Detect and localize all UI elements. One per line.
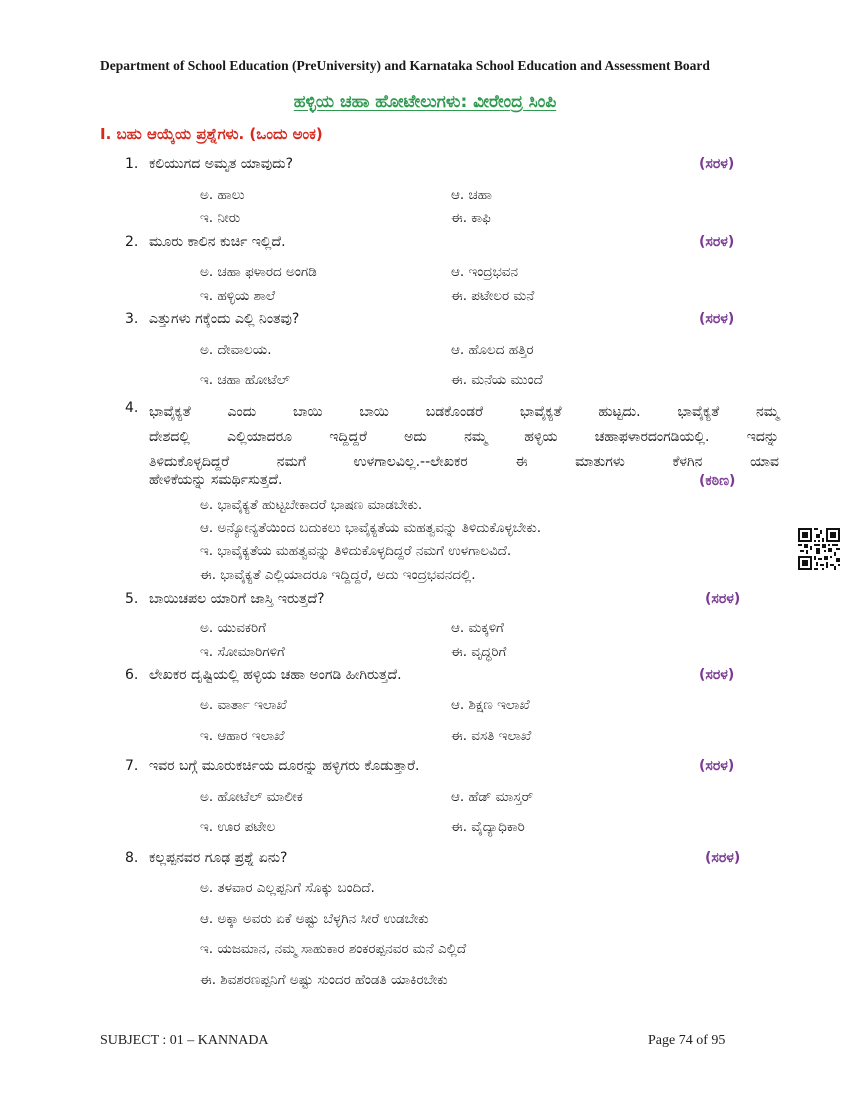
option-c: ಇ. ಚಹಾ ಹೋಟೆಲ್ <box>200 372 290 388</box>
difficulty-badge: (ಸರಳ) <box>705 591 741 607</box>
question-number: 8. <box>125 850 139 866</box>
option-c: ಇ. ಯಜಮಾನ, ನಮ್ಮ ಸಾಹುಕಾರ ಶಂಕರಪ್ಪನವರ ಮನೆ ಎಲ್ಲಿದೆ <box>200 941 467 957</box>
option-b: ಆ. ಅಕ್ಕಾ ಅವರು ಏಕೆ ಅಷ್ಟು ಬೆಳ್ಳಗಿನ ಸೀರೆ ಉಡಬೇಕು <box>200 911 429 927</box>
question-number: 2. <box>125 234 139 250</box>
option-b: ಆ. ಇಂದ್ರಭವನ <box>451 264 518 280</box>
option-b: ಆ. ಚಹಾ <box>451 187 492 203</box>
question-number: 7. <box>125 758 139 774</box>
question-number: 3. <box>125 311 139 327</box>
option-b: ಆ. ಶಿಕ್ಷಣ ಇಲಾಖೆ <box>451 697 530 713</box>
question-text: ಇವರ ಬಗ್ಗೆ ಮೂರುಕರ್ಚಿಯ ದೂರನ್ನು ಹಳ್ಳಿಗರು ಕೊಡುತ್ತಾರೆ. <box>149 758 420 774</box>
option-a: ಅ. ಯುವಕರಿಗೆ <box>200 620 266 636</box>
option-b: ಆ. ಅನ್ಯೋನ್ಯತೆಯಿಂದ ಬದುಕಲು ಭಾವೈಕ್ಯತೆಯ ಮಹತ್ವವನ್ನು ತಿಳಿದುಕೊಳ್ಳಬೇಕು. <box>200 520 542 536</box>
option-d: ಈ. ಮನೆಯ ಮುಂದೆ <box>451 372 543 388</box>
option-d: ಈ. ಪಟೇಲರ ಮನೆ <box>451 288 535 304</box>
option-b: ಆ. ಮಕ್ಕಳಿಗೆ <box>451 620 504 636</box>
option-d: ಈ. ವೃದ್ಧರಿಗೆ <box>451 644 507 660</box>
question-6 <box>125 667 402 683</box>
question-1 <box>125 156 293 172</box>
question-text: ಲೇಖಕರ ದೃಷ್ಟಿಯಲ್ಲಿ ಹಳ್ಳಿಯ ಚಹಾ ಅಂಗಡಿ ಹೀಗಿರುತ್ತದೆ. <box>149 667 402 683</box>
difficulty-badge: (ಸರಳ) <box>699 311 735 327</box>
option-a: ಅ. ತಳವಾರ ಎಲ್ಲಪ್ಪನಿಗೆ ಸೊಕ್ಕು ಬಂದಿದೆ. <box>200 880 375 896</box>
footer-subject: SUBJECT : 01 – KANNADA <box>100 1033 269 1048</box>
option-a: ಅ. ವಾರ್ತಾ ಇಲಾಖೆ <box>200 697 287 713</box>
option-c: ಇ. ಭಾವೈಕ್ಯತೆಯ ಮಹತ್ವವನ್ನು ತಿಳಿದುಕೊಳ್ಳದಿದ್ದರೆ ನಮಗೆ ಉಳಗಾಲವಿದೆ. <box>200 543 512 559</box>
qr-code-icon[interactable] <box>798 528 840 570</box>
question-number: 5. <box>125 591 139 607</box>
question-4-paragraph <box>149 400 779 475</box>
page-header: Department of School Education (PreUniversity) and Karnataka School Education and Assessment Board <box>100 58 710 73</box>
question-number: 6. <box>125 667 139 683</box>
difficulty-badge: (ಕಠಿಣ) <box>699 473 736 489</box>
option-a: ಅ. ಚಹಾ ಫಳಾರದ ಅಂಗಡಿ <box>200 264 317 280</box>
option-c: ಇ. ನೀರು <box>200 210 241 226</box>
question-number: 4. <box>125 400 139 416</box>
section-heading: I. ಬಹು ಆಯ್ಕೆಯ ಪ್ರಶ್ನೆಗಳು. (ಒಂದು ಅಂಕ) <box>100 125 323 143</box>
question-text-line: ತಿಳಿದುಕೊಳ್ಳದಿದ್ದರೆ ನಮಗೆ ಉಳಗಾಲವಿಲ್ಲ.--ಲೇಖಕರ ಈ ಮಾತುಗಳು ಕೆಳಗಿನ ಯಾವ <box>149 454 779 470</box>
question-5 <box>125 591 325 607</box>
option-d: ಈ. ಶಿವಶರಣಪ್ಪನಿಗೆ ಅಷ್ಟು ಸುಂದರ ಹೆಂಡತಿ ಯಾಕಿರಬೇಕು <box>200 972 448 988</box>
option-d: ಈ. ಭಾವೈಕ್ಯತೆ ಎಲ್ಲಿಯಾದರೂ ಇದ್ದಿದ್ದರೆ, ಅದು ಇಂದ್ರಭವನದಲ್ಲಿ. <box>200 567 476 583</box>
question-3 <box>125 311 299 327</box>
option-a: ಅ. ದೇವಾಲಯ. <box>200 342 272 358</box>
option-d: ಈ. ಕಾಫಿ <box>451 210 491 226</box>
option-d: ಈ. ವಸತಿ ಇಲಾಖೆ <box>451 728 532 744</box>
question-7 <box>125 758 420 774</box>
question-text-line: ದೇಶದಲ್ಲಿ ಎಲ್ಲಿಯಾದರೂ ಇದ್ದಿದ್ದರೆ ಅದು ನಮ್ಮ ಹಳ್ಳಿಯ ಚಹಾಫಳಾರದಂಗಡಿಯಲ್ಲಿ. ಇದನ್ನು <box>149 429 779 445</box>
question-number: 1. <box>125 156 139 172</box>
question-text: ಬಾಯಿಚಪಲ ಯಾರಿಗೆ ಜಾಸ್ತಿ ಇರುತ್ತದೆ? <box>149 591 325 607</box>
question-text-line: ಭಾವೈಕ್ಯತೆ ಎಂದು ಬಾಯಿ ಬಾಯಿ ಬಡಕೊಂಡರೆ ಭಾವೈಕ್ಯತೆ ಹುಟ್ಟದು. ಭಾವೈಕ್ಯತೆ ನಮ್ಮ <box>149 404 779 420</box>
footer-page-number: Page 74 of 95 <box>648 1033 726 1048</box>
option-a: ಅ. ಹಾಲು <box>200 187 245 203</box>
option-c: ಇ. ಊರ ಪಟೇಲ <box>200 819 276 835</box>
option-c: ಇ. ಆಹಾರ ಇಲಾಖೆ <box>200 728 285 744</box>
option-b: ಆ. ಹೆಡ್ ಮಾಸ್ತರ್ <box>451 789 534 805</box>
option-a: ಅ. ಹೋಟೆಲ್ ಮಾಲೀಕ <box>200 789 303 805</box>
question-text: ಕಲಿಯುಗದ ಅಮೃತ ಯಾವುದು? <box>149 156 294 172</box>
lesson-title: ಹಳ್ಳಿಯ ಚಹಾ ಹೋಟೇಲುಗಳು: ವೀರೇಂದ್ರ ಸಿಂಪಿ <box>293 92 557 112</box>
question-text-line: ಹೇಳಿಕೆಯನ್ನು ಸಮರ್ಥಿಸುತ್ತದೆ. <box>149 472 283 488</box>
option-c: ಇ. ಸೋಮಾರಿಗಳಿಗೆ <box>200 644 285 660</box>
question-4-number <box>125 400 149 416</box>
question-2 <box>125 234 286 250</box>
option-a: ಅ. ಭಾವೈಕ್ಯತೆ ಹುಟ್ಟಬೇಕಾದರೆ ಭಾಷಣ ಮಾಡಬೇಕು. <box>200 497 423 513</box>
question-text: ಮೂರು ಕಾಲಿನ ಕುರ್ಚಿ ಇಲ್ಲಿದೆ. <box>149 234 286 250</box>
difficulty-badge: (ಸರಳ) <box>705 850 741 866</box>
question-text: ಎತ್ತುಗಳು ಗಕ್ಕೆಂದು ಎಲ್ಲಿ ನಿಂತವು? <box>149 311 300 327</box>
option-c: ಇ. ಹಳ್ಳಿಯ ಶಾಲೆ <box>200 288 276 304</box>
question-8 <box>125 850 287 866</box>
difficulty-badge: (ಸರಳ) <box>699 667 735 683</box>
option-d: ಈ. ವೈದ್ಯಾಧಿಕಾರಿ <box>451 819 525 835</box>
difficulty-badge: (ಸರಳ) <box>699 234 735 250</box>
difficulty-badge: (ಸರಳ) <box>699 758 735 774</box>
option-b: ಆ. ಹೊಲದ ಹತ್ತಿರ <box>451 342 534 358</box>
question-text: ಕಲ್ಲಪ್ಪನವರ ಗೂಢ ಪ್ರಶ್ನೆ ಏನು? <box>149 850 288 866</box>
difficulty-badge: (ಸರಳ) <box>699 156 735 172</box>
